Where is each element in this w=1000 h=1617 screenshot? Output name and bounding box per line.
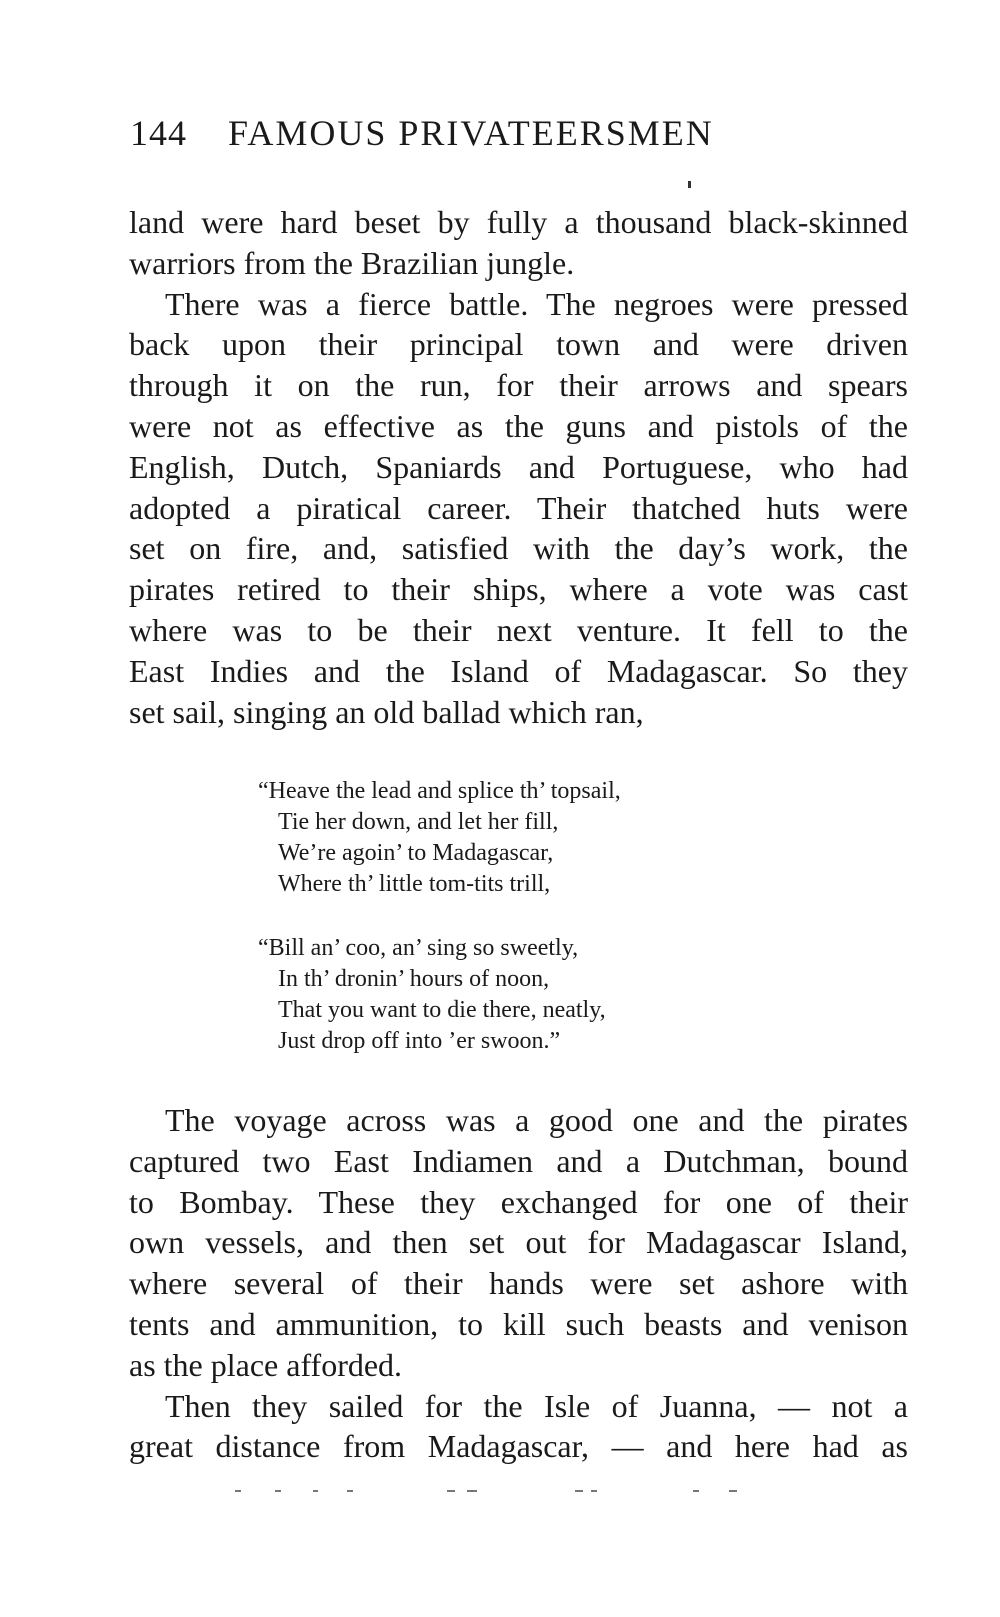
text-line: own vessels, and then set out for Madagascar Island, <box>129 1224 908 1261</box>
text-line: English, Dutch, Spaniards and Portuguese, who had <box>129 448 908 485</box>
running-header <box>130 112 930 162</box>
page-number: 144 <box>130 113 187 153</box>
verse-line: Just drop off into ’er swoon.” <box>278 1028 561 1054</box>
text-line: as the place afforded. <box>129 1346 403 1383</box>
text-line: East Indies and the Island of Madagascar. So they <box>129 652 908 689</box>
verse-line: Where th’ little tom-tits trill, <box>278 871 551 897</box>
text-line: great distance from Madagascar, — and here had as <box>129 1428 908 1465</box>
text-line: where was to be their next venture. It fell to the <box>129 611 908 648</box>
verse-stanza-1 <box>258 776 778 900</box>
print-speck <box>688 181 691 188</box>
text-line: warriors from the Brazilian jungle. <box>129 244 575 281</box>
text-line: set sail, singing an old ballad which ran, <box>129 693 644 730</box>
text-line: adopted a piratical career. Their thatched huts were <box>129 489 908 526</box>
text-line: pirates retired to their ships, where a vote was cast <box>129 571 908 608</box>
verse-line: That you want to die there, neatly, <box>278 997 606 1023</box>
verse-line: In th’ dronin’ hours of noon, <box>278 966 550 992</box>
verse-line: “Heave the lead and splice th’ topsail, <box>258 778 621 804</box>
text-line: through it on the run, for their arrows and spears <box>129 367 908 404</box>
text-line: land were hard beset by fully a thousand black-skinned <box>129 204 908 240</box>
verse-line: We’re agoin’ to Madagascar, <box>278 840 554 866</box>
text-line: set on fire, and, satisfied with the day’s work, the <box>129 530 908 567</box>
text-line: The voyage across was a good one and the pirates <box>165 1102 908 1138</box>
text-line: back upon their principal town and were driven <box>129 326 908 363</box>
running-title: FAMOUS PRIVATEERSMEN <box>228 113 714 153</box>
text-line: where several of their hands were set ashore with <box>129 1265 908 1302</box>
verse-line: “Bill an’ coo, an’ sing so sweetly, <box>258 935 579 961</box>
text-line: Then they sailed for the Isle of Juanna, — not a <box>165 1387 908 1424</box>
verse-stanza-2 <box>258 933 778 1057</box>
text-line: to Bombay. These they exchanged for one of their <box>129 1183 908 1220</box>
paragraph-block-1 <box>129 202 908 732</box>
text-line: were not as effective as the guns and pistols of the <box>129 407 908 444</box>
text-line: tents and ammunition, to kill such beasts and venison <box>129 1305 908 1342</box>
text-line: There was a fierce battle. The negroes were pressed <box>165 285 908 322</box>
paragraph-block-2 <box>129 1100 908 1467</box>
verse-line: Tie her down, and let her fill, <box>278 809 559 835</box>
cut-off-line-fragments <box>235 1490 745 1494</box>
text-line: captured two East Indiamen and a Dutchman, bound <box>129 1142 908 1179</box>
